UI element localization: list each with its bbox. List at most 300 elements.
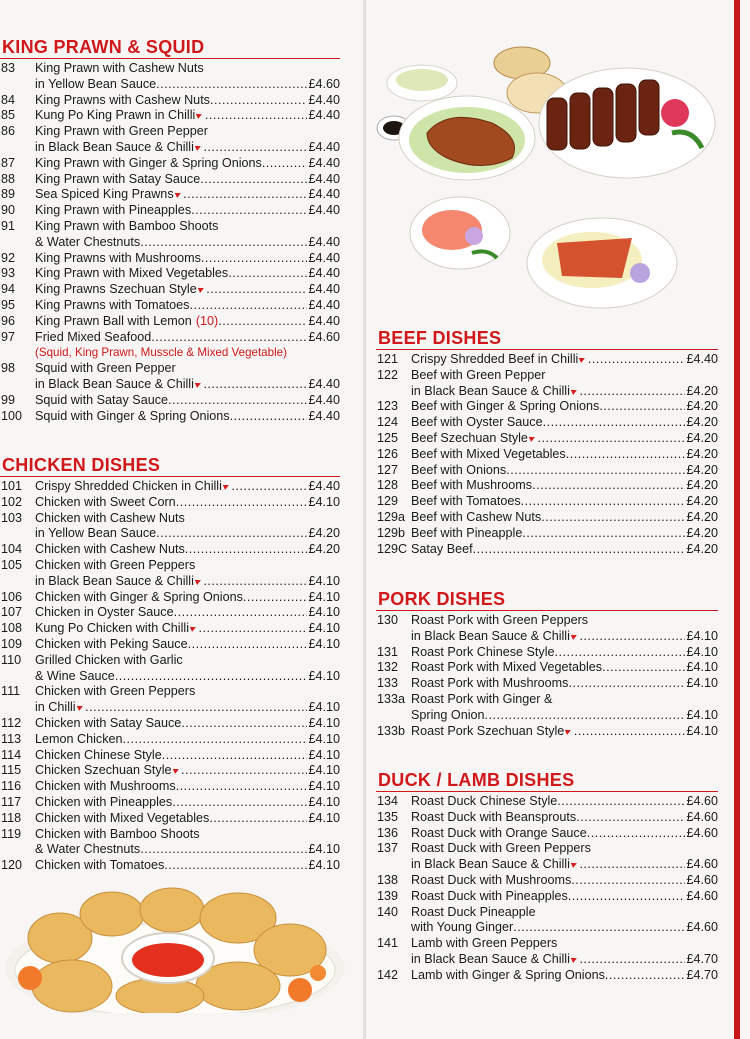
item-text <box>35 827 340 843</box>
item-number: 120 <box>1 858 23 873</box>
item-price: £4.40 <box>308 313 340 328</box>
item-text <box>35 377 307 393</box>
item-label: Beef Szechuan Style <box>411 430 528 445</box>
menu-item-row <box>0 172 340 188</box>
dot-leader <box>181 763 307 779</box>
section-title: CHICKEN DISHES <box>0 455 340 477</box>
dot-leader <box>200 172 307 188</box>
item-text <box>35 77 307 93</box>
dot-leader <box>230 409 308 425</box>
menu-item-row <box>376 399 718 415</box>
item-label: Roast Duck with Pineapples <box>411 888 568 903</box>
item-number: 122 <box>377 367 399 382</box>
menu-item-row <box>376 826 718 842</box>
item-label: Squid with Satay Sauce <box>35 392 169 407</box>
item-label: Roast Pork with Mushrooms <box>411 676 569 691</box>
item-price: £4.10 <box>308 842 340 857</box>
item-text <box>411 542 685 558</box>
dot-leader <box>181 716 307 732</box>
item-text <box>35 266 307 282</box>
item-label: King Prawn with Cashew Nuts <box>35 61 204 75</box>
item-price: £4.10 <box>308 589 340 604</box>
item-number: 111 <box>1 684 21 699</box>
menu-item-row <box>0 361 340 377</box>
menu-item-row <box>376 952 718 968</box>
item-number: 106 <box>1 589 23 604</box>
menu-item-row <box>376 708 718 724</box>
item-number: 131 <box>377 644 399 659</box>
item-label: in Black Bean Sauce & Chilli <box>35 139 194 154</box>
item-text <box>35 93 307 109</box>
dot-leader <box>568 676 685 692</box>
item-text <box>411 936 718 952</box>
dot-leader <box>485 708 686 724</box>
item-text <box>35 479 307 495</box>
item-price: £4.40 <box>308 392 340 407</box>
item-label: Chicken with Mixed Vegetables <box>35 810 210 825</box>
item-price: £4.10 <box>686 676 718 691</box>
menu-item-row <box>0 235 340 251</box>
dot-leader <box>587 826 686 842</box>
item-label: in Yellow Bean Sauce <box>35 76 157 91</box>
dot-leader <box>506 463 685 479</box>
item-count: (10) <box>195 313 219 328</box>
item-text <box>35 842 307 858</box>
item-label: Chicken with Green Peppers <box>35 684 196 699</box>
item-text <box>35 637 307 653</box>
chili-icon: ▸ <box>563 724 574 738</box>
item-label: Chicken with Bamboo Shoots <box>35 826 200 841</box>
item-text <box>411 384 685 400</box>
item-label: in Black Bean Sauce & Chilli <box>411 628 570 643</box>
item-number: 99 <box>1 392 16 407</box>
item-text <box>35 61 340 77</box>
item-number: 88 <box>1 171 16 186</box>
item-label: Roast Duck Chinese Style <box>411 794 558 808</box>
item-number: 115 <box>1 763 22 778</box>
dot-leader <box>473 542 686 558</box>
item-label: Beef with Mixed Vegetables <box>411 446 566 461</box>
item-label: Chicken with Cashew Nuts <box>35 510 185 525</box>
item-label: Chicken Chinese Style <box>35 747 162 762</box>
menu-item-row <box>0 827 340 843</box>
item-text <box>35 511 340 527</box>
item-text <box>35 314 307 330</box>
item-label: King Prawn with Bamboo Shoots <box>35 218 219 233</box>
dot-leader <box>203 377 307 393</box>
item-label: in Black Bean Sauce & Chilli <box>35 573 194 588</box>
item-text <box>35 811 307 827</box>
item-number: 100 <box>1 408 23 423</box>
item-text <box>411 526 685 542</box>
item-label: Crispy Shredded Beef in Chilli <box>411 352 579 366</box>
item-price: £4.20 <box>686 462 718 477</box>
menu-item-row <box>0 795 340 811</box>
item-price: £4.20 <box>308 526 340 541</box>
chili-icon: ▸ <box>569 857 580 871</box>
dot-leader <box>579 629 685 645</box>
item-label: Chicken Szechuan Style <box>35 763 172 778</box>
item-text <box>35 203 307 219</box>
item-text <box>411 494 685 510</box>
item-label: Chicken with Sweet Corn <box>35 494 176 509</box>
item-price: £4.40 <box>308 282 340 297</box>
menu-item-row <box>0 637 340 653</box>
menu-item-row <box>0 330 340 346</box>
dot-leader <box>541 510 685 526</box>
item-text <box>411 920 685 936</box>
item-number: 97 <box>1 329 16 344</box>
item-price: £4.20 <box>686 430 718 445</box>
item-text <box>35 684 340 700</box>
menu-item-row <box>0 732 340 748</box>
dot-leader <box>176 779 308 795</box>
item-number: 129 <box>377 494 399 509</box>
item-price: £4.20 <box>686 509 718 524</box>
column-divider <box>363 0 366 1039</box>
item-text <box>35 669 307 685</box>
item-label: Fried Mixed Seafood <box>35 329 152 344</box>
section-king-prawn-squid <box>0 37 340 424</box>
item-text <box>35 621 307 637</box>
item-text <box>35 409 307 425</box>
dot-leader <box>156 526 307 542</box>
menu-item-row <box>0 219 340 235</box>
menu-item-row <box>0 266 340 282</box>
item-text <box>35 172 307 188</box>
item-number: 85 <box>1 108 16 123</box>
item-text <box>35 156 307 172</box>
item-number: 130 <box>377 613 399 627</box>
item-label: Beef with Cashew Nuts <box>411 509 542 524</box>
item-number: 84 <box>1 92 16 107</box>
item-price: £4.10 <box>308 668 340 683</box>
item-text <box>411 968 685 984</box>
item-price: £4.10 <box>308 621 340 636</box>
menu-item-row <box>376 841 718 857</box>
item-label: Beef with Tomatoes <box>411 494 521 509</box>
item-text <box>35 574 307 590</box>
dot-leader <box>605 968 686 984</box>
item-number: 121 <box>377 352 399 366</box>
item-label: Roast Pork with Ginger & <box>411 691 553 706</box>
section-title: KING PRAWN & SQUID <box>0 37 340 59</box>
item-label: Roast Duck with Orange Sauce <box>411 825 587 840</box>
dot-leader <box>513 920 685 936</box>
menu-item-row <box>376 920 718 936</box>
item-price: £4.10 <box>308 573 340 588</box>
page-edge-bar <box>734 0 740 1039</box>
item-label: Chicken with Tomatoes <box>35 858 165 873</box>
item-text <box>35 763 307 779</box>
item-label: in Black Bean Sauce & Chilli <box>411 951 570 966</box>
item-number: 108 <box>1 621 23 636</box>
menu-item-row <box>0 653 340 669</box>
item-list <box>376 794 718 984</box>
dot-leader <box>185 542 308 558</box>
dot-leader <box>579 857 685 873</box>
menu-item-row <box>0 61 340 77</box>
menu-item-row <box>0 590 340 606</box>
dot-leader <box>574 724 686 740</box>
item-number: 119 <box>1 826 22 841</box>
menu-item-row <box>0 542 340 558</box>
chili-icon: ▸ <box>170 763 181 778</box>
item-number: 105 <box>1 557 23 572</box>
item-price: £4.60 <box>686 872 718 887</box>
item-label: Beef with Ginger & Spring Onions <box>411 399 600 414</box>
item-number: 133 <box>377 676 399 691</box>
dot-leader <box>206 282 307 298</box>
item-text <box>411 841 718 857</box>
item-price: £4.10 <box>686 660 718 675</box>
dot-leader <box>172 795 307 811</box>
item-number: 136 <box>377 825 399 840</box>
dot-leader <box>532 478 685 494</box>
dot-leader <box>203 574 307 590</box>
dot-leader <box>602 660 685 676</box>
item-text <box>411 478 685 494</box>
item-price: £4.60 <box>308 329 340 344</box>
dot-leader <box>557 794 685 810</box>
item-number: 95 <box>1 297 16 312</box>
chili-icon: ▸ <box>577 352 588 366</box>
item-price: £4.20 <box>686 541 718 556</box>
section-title: PORK DISHES <box>376 589 718 611</box>
chili-icon: ▸ <box>569 629 580 643</box>
item-number: 125 <box>377 430 399 445</box>
item-price: £4.40 <box>308 250 340 265</box>
dot-leader <box>140 235 307 251</box>
item-text <box>35 124 340 140</box>
item-number: 128 <box>377 478 399 493</box>
menu-item-row <box>0 314 340 330</box>
item-number: 112 <box>1 715 22 730</box>
item-text <box>411 447 685 463</box>
item-text <box>35 330 307 346</box>
item-price: £4.60 <box>686 809 718 824</box>
item-text <box>35 653 340 669</box>
item-label: Chicken with Mushrooms <box>35 779 176 794</box>
item-label: King Prawns Szechuan Style <box>35 282 197 297</box>
item-price: £4.20 <box>686 383 718 398</box>
menu-item-row <box>0 251 340 267</box>
item-number: 107 <box>1 605 23 620</box>
item-price: £4.20 <box>308 542 340 557</box>
item-price: £4.40 <box>308 479 340 493</box>
item-price: £4.40 <box>308 108 340 123</box>
dot-leader <box>521 494 686 510</box>
item-label: Roast Duck with Green Peppers <box>411 841 591 856</box>
item-text <box>411 431 685 447</box>
dot-leader <box>537 431 685 447</box>
item-text <box>411 415 685 431</box>
item-number: 109 <box>1 636 23 651</box>
menu-item-row <box>376 613 718 629</box>
menu-item-row <box>0 495 340 511</box>
menu-item-row <box>376 905 718 921</box>
item-text <box>411 692 718 708</box>
menu-item-row <box>0 605 340 621</box>
item-text <box>35 526 307 542</box>
item-text <box>411 368 718 384</box>
item-number: 110 <box>1 652 22 667</box>
item-text <box>411 629 685 645</box>
item-label: Squid with Ginger & Spring Onions <box>35 408 230 423</box>
menu-item-row <box>376 873 718 889</box>
item-number: 118 <box>1 810 22 825</box>
dot-leader <box>123 732 308 748</box>
menu-item-row <box>0 763 340 779</box>
item-number: 93 <box>1 266 16 281</box>
menu-item-row <box>376 510 718 526</box>
menu-item-row <box>0 409 340 425</box>
menu-item-row <box>376 542 718 558</box>
item-label: Kung Po King Prawn in Chilli <box>35 108 196 123</box>
item-label: Roast Pork with Green Peppers <box>411 613 589 627</box>
dot-leader <box>243 590 308 606</box>
item-text <box>35 393 307 409</box>
menu-item-row <box>0 77 340 93</box>
item-text <box>411 613 718 629</box>
menu-item-row <box>376 431 718 447</box>
item-label: Roast Pork Szechuan Style <box>411 723 565 738</box>
dot-leader <box>156 77 307 93</box>
item-label: King Prawn Ball with Lemon <box>35 313 192 328</box>
item-label: Chicken with Cashew Nuts <box>35 542 185 557</box>
menu-item-row <box>0 156 340 172</box>
item-number: 113 <box>1 731 22 746</box>
item-number: 117 <box>1 794 22 809</box>
dot-leader <box>203 140 307 156</box>
menu-item-row <box>376 889 718 905</box>
item-price: £4.10 <box>308 779 340 794</box>
menu-item-row <box>376 494 718 510</box>
item-text <box>411 645 685 661</box>
chili-icon: ▸ <box>569 952 580 966</box>
item-text <box>35 605 307 621</box>
item-text <box>35 345 340 361</box>
item-number: 133a <box>377 691 406 706</box>
item-label: Beef with Oyster Sauce <box>411 415 543 430</box>
item-text <box>35 779 307 795</box>
item-label: King Prawns with Tomatoes <box>35 297 190 312</box>
chili-icon: ▸ <box>193 377 204 391</box>
dot-leader <box>164 858 307 874</box>
menu-item-row <box>0 140 340 156</box>
item-price: £4.40 <box>308 139 340 154</box>
item-text <box>35 716 307 732</box>
item-price: £4.20 <box>686 446 718 461</box>
item-number: 135 <box>377 809 399 824</box>
item-price: £4.10 <box>308 605 340 620</box>
item-label: in Black Bean Sauce & Chilli <box>35 376 194 391</box>
item-label: Roast Duck with Beansprouts <box>411 809 577 824</box>
section-title: BEEF DISHES <box>376 328 718 350</box>
item-label: Grilled Chicken with Garlic <box>35 652 183 667</box>
menu-item-row <box>376 968 718 984</box>
dot-leader <box>85 700 307 716</box>
item-label: Lamb with Green Peppers <box>411 936 558 951</box>
menu-item-row <box>376 692 718 708</box>
item-text <box>411 857 685 873</box>
item-number: 91 <box>1 218 16 233</box>
item-number: 89 <box>1 187 16 202</box>
item-number: 98 <box>1 361 16 376</box>
roast-platter-photo <box>372 38 722 318</box>
item-number: 83 <box>1 61 16 75</box>
dot-leader <box>588 352 686 368</box>
item-text <box>411 724 685 740</box>
item-label: Kung Po Chicken with Chilli <box>35 621 189 636</box>
menu-item-row <box>376 415 718 431</box>
dot-leader <box>168 393 307 409</box>
dot-leader <box>151 330 307 346</box>
item-number: 114 <box>1 747 22 762</box>
item-label: King Prawn with Satay Sauce <box>35 171 201 186</box>
item-label: King Prawn with Mixed Vegetables <box>35 266 229 281</box>
menu-item-row <box>0 748 340 764</box>
item-label: in Black Bean Sauce & Chilli <box>411 383 570 398</box>
dot-leader <box>205 108 308 124</box>
dot-leader <box>566 447 686 463</box>
item-price: £4.10 <box>308 794 340 809</box>
item-text <box>35 361 340 377</box>
item-number: 141 <box>377 936 399 951</box>
item-label: with Young Ginger <box>411 920 514 935</box>
menu-item-row <box>0 511 340 527</box>
item-text <box>411 676 685 692</box>
section-pork <box>376 589 718 739</box>
chili-icon: ▸ <box>194 108 205 123</box>
dot-leader <box>579 952 685 968</box>
item-text <box>411 352 685 368</box>
chili-icon: ▸ <box>74 700 86 714</box>
item-price: £4.10 <box>686 628 718 643</box>
item-label: King Prawn with Pineapples <box>35 203 192 218</box>
item-price: £4.40 <box>308 155 340 170</box>
dot-leader <box>571 873 685 889</box>
item-number: 129a <box>377 509 406 524</box>
item-number: 116 <box>1 779 22 794</box>
menu-item-row <box>376 478 718 494</box>
item-number: 102 <box>1 494 23 509</box>
item-price: £4.40 <box>308 92 340 107</box>
item-label: Roast Duck Pineapple <box>411 904 536 919</box>
item-label: & Wine Sauce <box>35 668 115 683</box>
dot-leader <box>579 384 685 400</box>
item-label: & Water Chestnuts <box>35 234 141 249</box>
chili-icon: ▸ <box>172 187 184 202</box>
item-number: 134 <box>377 794 399 808</box>
item-text <box>35 590 307 606</box>
item-price: £4.60 <box>686 888 718 903</box>
item-label: Chicken with Pineapples <box>35 794 173 809</box>
item-number: 133b <box>377 723 406 738</box>
menu-item-row <box>0 377 340 393</box>
menu-item-row <box>0 108 340 124</box>
item-text <box>35 298 307 314</box>
menu-item-row <box>0 526 340 542</box>
item-text <box>35 558 340 574</box>
item-list <box>0 61 340 424</box>
menu-item-row <box>0 479 340 495</box>
item-number: 138 <box>377 872 399 887</box>
menu-item-row <box>376 645 718 661</box>
item-price: £4.10 <box>686 707 718 722</box>
item-price: £4.20 <box>686 478 718 493</box>
menu-item-row <box>376 660 718 676</box>
